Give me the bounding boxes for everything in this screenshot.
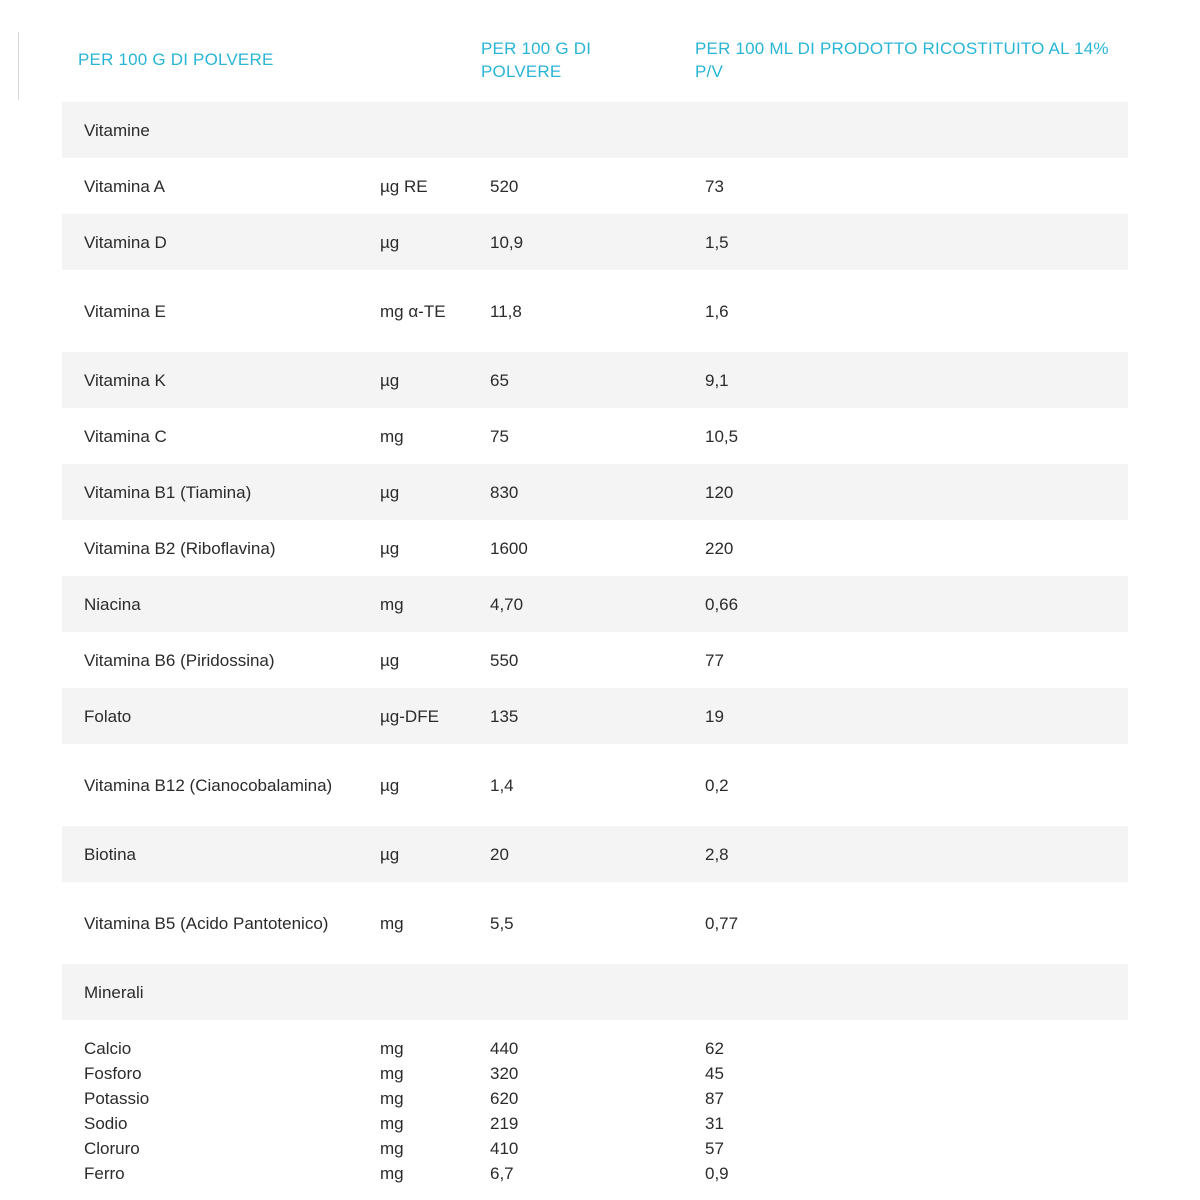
nutrient-unit: mg α-TE [380,301,446,321]
value-per-100g: 550 [490,650,519,670]
value-per-100g: 4,70 [490,594,524,614]
nutrient-unit: µg [380,482,400,502]
value-per-100g: 830 [490,482,519,502]
nutrient-unit: µg RE [380,176,428,196]
value-per-100ml: 19 [705,706,724,726]
nutrient-name: Vitamina B6 (Piridossina) [84,650,275,670]
nutrient-name: Vitamina B1 (Tiamina) [84,482,252,502]
nutrient-name: Vitamina D [84,232,167,252]
nutrient-unit: mg [380,426,404,446]
mineral-name: Ferro [84,1164,125,1183]
mineral-value-per-100g: 219 [490,1114,519,1133]
value-per-100ml: 0,77 [705,913,739,933]
value-per-100ml: 73 [705,176,724,196]
nutrient-name: Vitamina B12 (Cianocobalamina) [84,775,333,795]
nutrient-unit: mg [380,913,404,933]
mineral-unit: mg [380,1164,404,1183]
mineral-value-per-100ml: 62 [705,1039,724,1058]
table-row [62,744,1128,826]
section-label: Minerali [84,982,144,1002]
mineral-value-per-100g: 320 [490,1064,519,1083]
value-per-100ml: 1,6 [705,301,729,321]
header-col-per-100g-powder: PER 100 G DI POLVERE [78,50,274,69]
table-row [62,632,1128,688]
nutrient-name: Vitamina B2 (Riboflavina) [84,538,276,558]
value-per-100ml: 77 [705,650,724,670]
table-row [62,214,1128,270]
value-per-100ml: 9,1 [705,370,729,390]
section-row-vitamine [62,102,1128,158]
mineral-unit: mg [380,1139,404,1158]
mineral-value-per-100ml: 31 [705,1114,724,1133]
value-per-100ml: 220 [705,538,734,558]
nutrient-name: Vitamina A [84,176,165,196]
nutrient-unit: µg [380,775,400,795]
mineral-name: Calcio [84,1039,132,1058]
mineral-value-per-100g: 410 [490,1139,519,1158]
mineral-name: Cloruro [84,1139,140,1158]
mineral-per100g [490,1036,670,1186]
nutrient-name: Folato [84,706,132,726]
mineral-unit: mg [380,1064,404,1083]
value-per-100g: 75 [490,426,509,446]
mineral-name: Sodio [84,1114,128,1133]
table-row [62,408,1128,464]
mineral-per100ml [705,1036,1005,1186]
mineral-value-per-100g: 6,7 [490,1164,514,1183]
nutrient-unit: µg [380,232,400,252]
left-divider [18,32,19,100]
value-per-100ml: 0,66 [705,594,739,614]
value-per-100ml: 0,2 [705,775,729,795]
value-per-100g: 20 [490,844,509,864]
value-per-100g: 65 [490,370,509,390]
nutrition-table [62,102,1128,1188]
value-per-100ml: 2,8 [705,844,729,864]
mineral-name: Fosforo [84,1064,142,1083]
mineral-value-per-100g: 440 [490,1039,519,1058]
mineral-value-per-100ml: 45 [705,1064,724,1083]
value-per-100ml: 1,5 [705,232,729,252]
table-row [62,270,1128,352]
header-col-per-100g: PER 100 G DI POLVERE [481,39,592,81]
mineral-unit: mg [380,1039,404,1058]
mineral-unit: mg [380,1089,404,1108]
mineral-name: Potassio [84,1089,150,1108]
minerals-block [62,1020,1128,1188]
table-row [62,882,1128,964]
mineral-value-per-100ml: 57 [705,1139,724,1158]
nutrient-unit: µg [380,370,400,390]
mineral-unit: mg [380,1114,404,1133]
nutrient-unit: mg [380,594,404,614]
value-per-100ml: 10,5 [705,426,739,446]
table-row [62,576,1128,632]
table-row [62,520,1128,576]
nutrient-unit: µg [380,650,400,670]
value-per-100ml: 120 [705,482,734,502]
table-row [62,352,1128,408]
table-row [62,826,1128,882]
section-row-minerali [62,964,1128,1020]
table-row [62,688,1128,744]
value-per-100g: 135 [490,706,519,726]
nutrient-name: Biotina [84,844,136,864]
value-per-100g: 1,4 [490,775,514,795]
nutrient-name: Vitamina E [84,301,166,321]
nutrient-name: Vitamina B5 (Acido Pantotenico) [84,913,329,933]
nutrient-name: Niacina [84,594,141,614]
mineral-names [84,1036,364,1186]
table-row [62,464,1128,520]
value-per-100g: 1600 [490,538,528,558]
nutrient-unit: µg-DFE [380,706,439,726]
section-label: Vitamine [84,120,150,140]
value-per-100g: 5,5 [490,913,514,933]
mineral-units [380,1036,460,1186]
value-per-100g: 520 [490,176,519,196]
table-row [62,158,1128,214]
nutrient-unit: µg [380,538,400,558]
mineral-value-per-100ml: 87 [705,1089,724,1108]
table-header [62,0,1128,102]
value-per-100g: 11,8 [490,301,522,321]
nutrient-name: Vitamina K [84,370,166,390]
mineral-value-per-100g: 620 [490,1089,519,1108]
mineral-value-per-100ml: 0,9 [705,1164,729,1183]
value-per-100g: 10,9 [490,232,524,252]
nutrient-name: Vitamina C [84,426,167,446]
nutrient-unit: µg [380,844,400,864]
header-col-per-100ml: PER 100 ML DI PRODOTTO RICOSTITUITO AL 14% P/V [695,39,1109,81]
